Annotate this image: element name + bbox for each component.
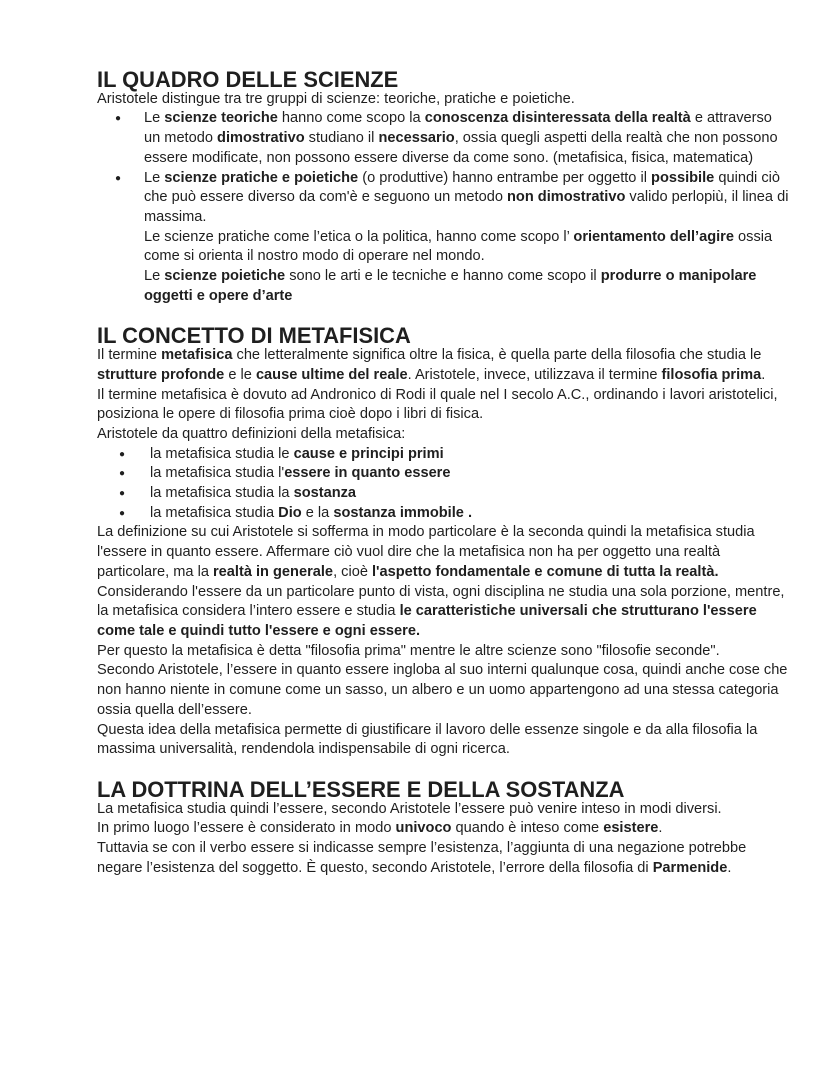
paragraph: Considerando l'essere da un particolare punto di vista, ogni disciplina ne studia una sola porzione, mentre, la metafisica considera l’intero essere e studia le caratteristiche universali che strutturano l'essere come tale e quindi tutto l'essere e ogni essere. <box>97 583 785 639</box>
list-item: ● la metafisica studia le cause e principi primi <box>97 445 792 465</box>
paragraph: La metafisica studia quindi l’essere, secondo Aristotele l’essere può venire inteso in modi diversi. <box>97 800 722 817</box>
paragraph: In primo luogo l’essere è considerato in modo univoco quando è inteso come esistere. <box>97 820 663 837</box>
list-item: ● la metafisica studia la sostanza <box>97 484 792 504</box>
section-title-metafisica: IL CONCETTO DI METAFISICA <box>97 323 411 349</box>
list-item-scienze-teoriche: ● Le scienze teoriche hanno come scopo la conoscenza disinteressata della realtà e attraverso un metodo dimostrativo studiano il necessario, ossia quegli aspetti della realtà che non possono essere modificate, non possono essere diverse da come sono. (metafisica, fisica, matematica) <box>97 109 792 168</box>
paragraph: Questa idea della metafisica permette di giustificare il lavoro delle essenze singole e da alla filosofia la massima universalità, rendendola indispensabile di ogni ricerca. <box>97 721 758 758</box>
paragraph: Tuttavia se con il verbo essere si indicasse sempre l’esistenza, l’aggiunta di una negazione potrebbe negare l’esistenza del soggetto. È questo, secondo Aristotele, l’errore della filosofia di Parmenide. <box>97 840 747 876</box>
list-item: ● la metafisica studia Dio e la sostanza immobile . <box>97 504 792 524</box>
paragraph: Aristotele da quattro definizioni della metafisica: <box>97 425 406 442</box>
list-item: ● la metafisica studia l'essere in quanto essere <box>97 464 792 484</box>
paragraph: Secondo Aristotele, l’essere in quanto essere ingloba al suo interni qualunque cosa, quindi anche cose che non hanno niente in comune come un sasso, un albero e un uomo appartengono ad una stessa categoria ossia quella dell’essere. <box>97 662 788 718</box>
list-item-scienze-pratiche: ● Le scienze pratiche e poietiche (o produttive) hanno entrambe per oggetto il possibile quindi ciò che può essere diverso da com'è e seguono un metodo non dimostrativo valido perlopiù, il linea di massima. Le scienze pratiche come l’etica o la politica, hanno come scopo l’ orientamento dell’agire ossia come si orienta il nostro modo di operare nel mondo. Le scienze poietiche sono le arti e le tecniche e hanno come scopo il produrre o manipolare oggetti e opere d’arte <box>97 169 792 307</box>
paragraph: Il termine metafisica è dovuto ad Andronico di Rodi il quale nel I secolo A.C., ordinando i lavori aristotelici, posiziona le opere di filosofia prima cioè dopo i libri di fisica. <box>97 386 778 423</box>
section-title-quadro-scienze: IL QUADRO DELLE SCIENZE <box>97 67 399 92</box>
paragraph: Per questo la metafisica è detta "filosofia prima" mentre le altre scienze sono "filosofie seconde". <box>97 642 720 659</box>
paragraph: Aristotele distingue tra tre gruppi di scienze: teoriche, pratiche e poietiche. <box>97 90 575 107</box>
section-title-dottrina: LA DOTTRINA DELL’ESSERE E DELLA SOSTANZA <box>97 776 625 802</box>
definitions-list <box>97 445 792 524</box>
paragraph: Il termine metafisica che letteralmente significa oltre la fisica, è quella parte della filosofia che studia le strutture profonde e le cause ultime del reale. Aristotele, invece, utilizzava il termine filosofia prima. <box>97 347 766 383</box>
paragraph: La definizione su cui Aristotele si sofferma in modo particolare è la seconda quindi la metafisica studia l'essere in quanto essere. Affermare ciò vuol dire che la metafisica non ha per oggetto una realtà particolare, ma la realtà in generale, cioè l'aspetto fondamentale e comune di tutta la realtà. <box>97 524 755 580</box>
sciences-list <box>97 109 792 306</box>
